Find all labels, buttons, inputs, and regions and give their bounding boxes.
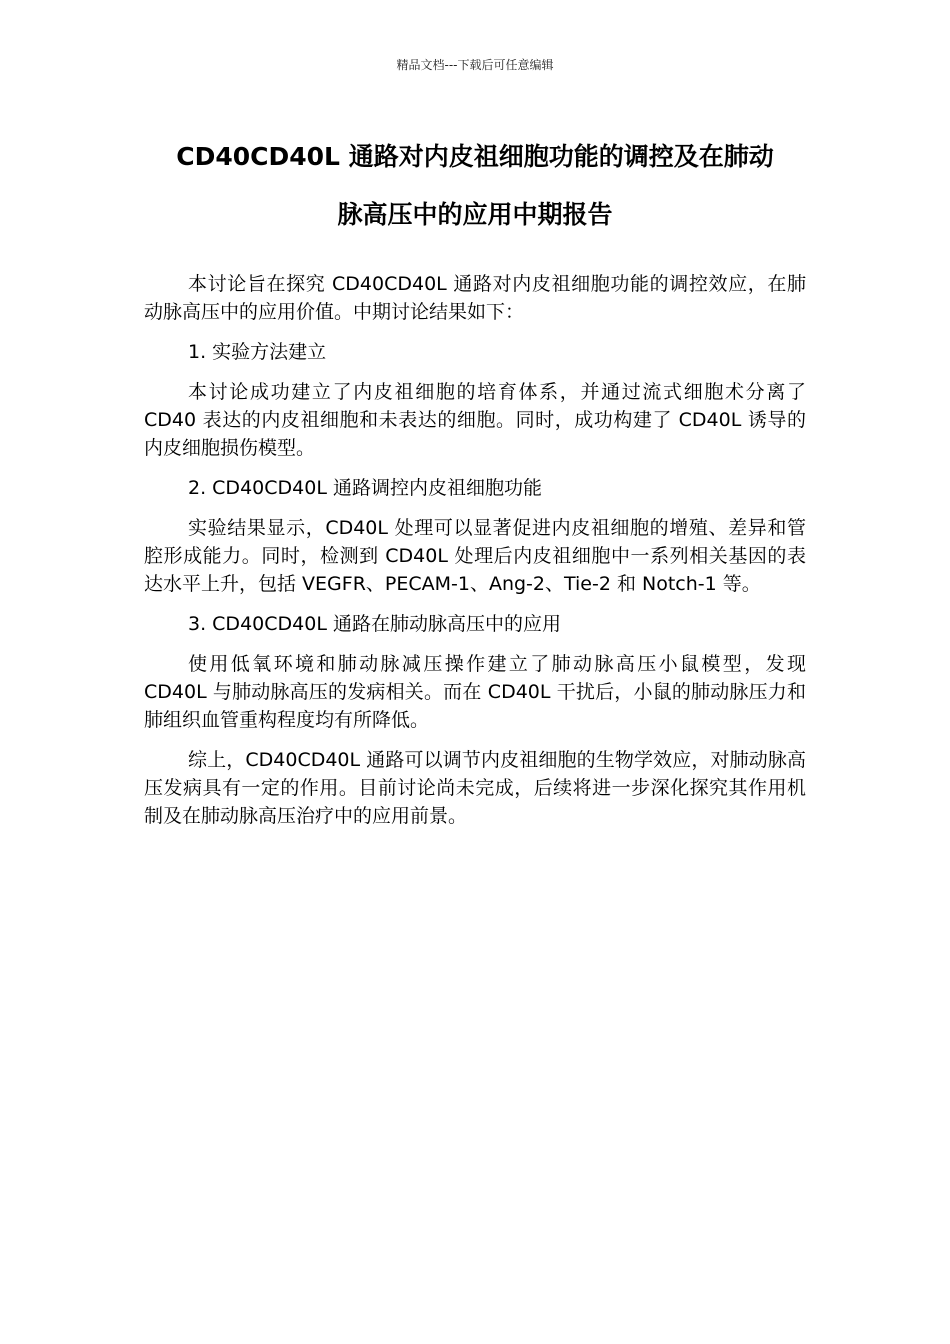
section-heading-3: 3. CD40CD40L 通路在肺动脉高压中的应用 [188,613,561,635]
document-title [120,128,830,244]
page-header-note: 精品文档---下载后可任意编辑 [396,58,554,72]
document-body [144,270,806,842]
intro-paragraph: 本讨论旨在探究 CD40CD40L 通路对内皮祖细胞功能的调控效应，在肺动脉高压中的应用价值。中期讨论结果如下： [144,273,806,323]
title-line-2: 脉高压中的应用中期报告 [337,200,613,229]
section-paragraph-1: 本讨论成功建立了内皮祖细胞的培育体系，并通过流式细胞术分离了 CD40 表达的内皮祖细胞和未表达的细胞。同时，成功构建了 CD40L 诱导的内皮细胞损伤模型。 [144,381,806,459]
title-line-1: CD40CD40L 通路对内皮祖细胞功能的调控及在肺动 [176,142,774,171]
section-paragraph-2: 实验结果显示，CD40L 处理可以显著促进内皮祖细胞的增殖、差异和管腔形成能力。同时，检测到 CD40L 处理后内皮祖细胞中一系列相关基因的表达水平上升，包括 VEGFR、PECAM-1、Ang-2、Tie-2 和 Notch-1 等。 [144,517,806,595]
conclusion-paragraph: 综上，CD40CD40L 通路可以调节内皮祖细胞的生物学效应，对肺动脉高压发病具有一定的作用。目前讨论尚未完成，后续将进一步深化探究其作用机制及在肺动脉高压治疗中的应用前景。 [144,749,806,827]
section-heading-2: 2. CD40CD40L 通路调控内皮祖细胞功能 [188,477,542,499]
section-heading-1: 1. 实验方法建立 [188,341,327,363]
section-paragraph-3: 使用低氧环境和肺动脉减压操作建立了肺动脉高压小鼠模型，发现 CD40L 与肺动脉高压的发病相关。而在 CD40L 干扰后，小鼠的肺动脉压力和肺组织血管重构程度均有所降低。 [144,653,806,731]
